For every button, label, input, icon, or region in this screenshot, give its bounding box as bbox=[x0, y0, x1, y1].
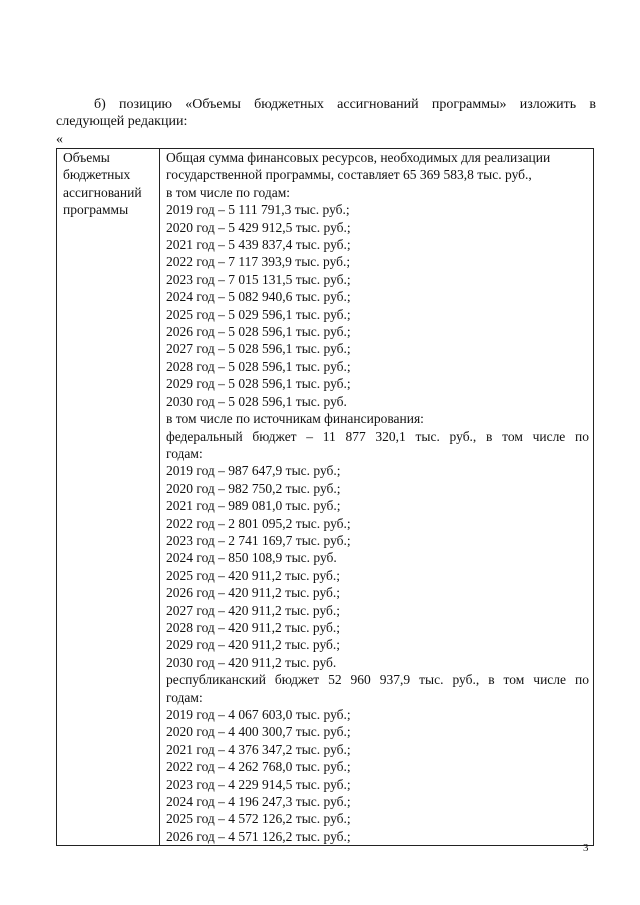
position-label-cell bbox=[57, 149, 160, 846]
year-amount-line: 2022 год – 4 262 768,0 тыс. руб.; bbox=[166, 759, 351, 775]
year-amount-line: 2026 год – 5 028 596,1 тыс. руб.; bbox=[166, 324, 351, 340]
label-line: Объемы bbox=[63, 150, 110, 165]
year-amount-line: 2030 год – 5 028 596,1 тыс. руб. bbox=[166, 393, 347, 409]
year-amount-line: 2025 год – 4 572 126,2 тыс. руб.; bbox=[166, 811, 351, 827]
federal-by-year-list bbox=[166, 462, 589, 671]
year-amount-line: 2025 год – 420 911,2 тыс. руб.; bbox=[166, 567, 341, 583]
table-row bbox=[57, 149, 594, 846]
year-amount-line: 2028 год – 420 911,2 тыс. руб.; bbox=[166, 619, 341, 635]
year-amount-line: 2024 год – 5 082 940,6 тыс. руб.; bbox=[166, 289, 351, 305]
by-years-heading: в том числе по годам: bbox=[166, 184, 291, 200]
year-amount-line: 2030 год – 420 911,2 тыс. руб. bbox=[166, 654, 337, 670]
year-amount-line: 2024 год – 4 196 247,3 тыс. руб.; bbox=[166, 794, 351, 810]
year-amount-line: 2027 год – 420 911,2 тыс. руб.; bbox=[166, 602, 341, 618]
summary-line-2: государственной программы, составляет 65 369 583,8 тыс. руб., bbox=[166, 167, 532, 183]
year-amount-line: 2029 год – 5 028 596,1 тыс. руб.; bbox=[166, 376, 351, 392]
year-amount-line: 2025 год – 5 029 596,1 тыс. руб.; bbox=[166, 306, 351, 322]
year-amount-line: 2022 год – 2 801 095,2 тыс. руб.; bbox=[166, 515, 351, 531]
federal-budget-line-1: федеральный бюджет – 11 877 320,1 тыс. руб., в том числе по bbox=[166, 428, 589, 444]
year-amount-line: 2023 год – 7 015 131,5 тыс. руб.; bbox=[166, 271, 351, 287]
year-amount-line: 2021 год – 5 439 837,4 тыс. руб.; bbox=[166, 237, 351, 253]
year-amount-line: 2027 год – 5 028 596,1 тыс. руб.; bbox=[166, 341, 351, 357]
intro-line-2: следующей редакции: bbox=[56, 114, 188, 129]
republic-budget-line-1: республиканский бюджет 52 960 937,9 тыс. руб., в том числе по bbox=[166, 672, 589, 688]
year-amount-line: 2021 год – 989 081,0 тыс. руб.; bbox=[166, 498, 341, 514]
year-amount-line: 2026 год – 420 911,2 тыс. руб.; bbox=[166, 585, 341, 601]
federal-budget-line-2: годам: bbox=[166, 445, 203, 461]
year-amount-line: 2019 год – 5 111 791,3 тыс. руб.; bbox=[166, 202, 350, 218]
year-amount-line: 2020 год – 982 750,2 тыс. руб.; bbox=[166, 480, 341, 496]
year-amount-line: 2024 год – 850 108,9 тыс. руб. bbox=[166, 550, 337, 566]
year-amount-line: 2020 год – 5 429 912,5 тыс. руб.; bbox=[166, 219, 351, 235]
budget-allocations-table bbox=[56, 148, 594, 846]
year-amount-line: 2028 год – 5 028 596,1 тыс. руб.; bbox=[166, 358, 351, 374]
year-amount-line: 2021 год – 4 376 347,2 тыс. руб.; bbox=[166, 741, 351, 757]
label-line: ассигнований bbox=[63, 184, 142, 200]
opening-quote-mark: « bbox=[56, 132, 63, 147]
republic-budget-line-2: годам: bbox=[166, 689, 203, 705]
year-amount-line: 2029 год – 420 911,2 тыс. руб.; bbox=[166, 637, 341, 653]
intro-line-1: б) позицию «Объемы бюджетных ассигнований программы» изложить в bbox=[94, 97, 596, 112]
page-number: 3 bbox=[583, 842, 589, 854]
year-amount-line: 2026 год – 4 571 126,2 тыс. руб.; bbox=[166, 828, 351, 844]
year-amount-line: 2020 год – 4 400 300,7 тыс. руб.; bbox=[166, 724, 351, 740]
summary-line-1: Общая сумма финансовых ресурсов, необходимых для реализации bbox=[166, 150, 551, 165]
republic-by-year-list bbox=[166, 706, 589, 845]
total-by-year-list bbox=[166, 201, 589, 410]
position-content-cell bbox=[160, 149, 594, 846]
by-sources-heading: в том числе по источникам финансирования: bbox=[166, 411, 424, 427]
year-amount-line: 2019 год – 4 067 603,0 тыс. руб.; bbox=[166, 707, 351, 722]
year-amount-line: 2023 год – 4 229 914,5 тыс. руб.; bbox=[166, 776, 351, 792]
intro-paragraph bbox=[56, 96, 596, 130]
label-line: бюджетных bbox=[63, 167, 131, 183]
year-amount-line: 2023 год – 2 741 169,7 тыс. руб.; bbox=[166, 532, 351, 548]
year-amount-line: 2022 год – 7 117 393,9 тыс. руб.; bbox=[166, 254, 351, 270]
label-line: программы bbox=[63, 202, 129, 218]
year-amount-line: 2019 год – 987 647,9 тыс. руб.; bbox=[166, 463, 341, 479]
